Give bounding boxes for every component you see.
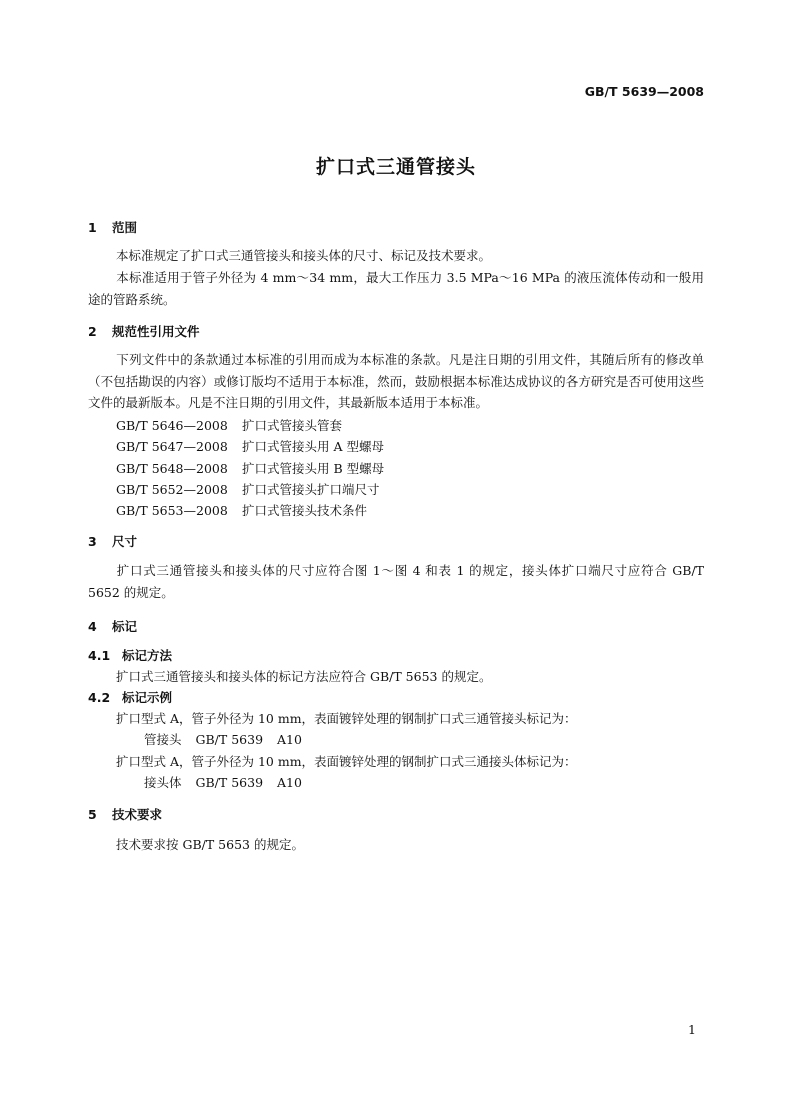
section-1-paragraph-1: 本标准规定了扩口式三通管接头和接头体的尺寸、标记及技术要求。 xyxy=(116,248,492,263)
section-3-heading xyxy=(88,532,137,550)
reference-item: GB/T 5652—2008 扩口式管接头扩口端尺寸 xyxy=(116,482,380,497)
subsection-4-1-paragraph: 扩口式三通管接头和接头体的标记方法应符合 GB/T 5653 的规定。 xyxy=(116,669,492,684)
section-title: 范围 xyxy=(112,220,138,235)
standard-code-header: GB/T 5639—2008 xyxy=(584,84,704,99)
section-number: 2 xyxy=(88,324,97,339)
section-title: 规范性引用文件 xyxy=(112,324,200,339)
section-5-paragraph-1: 技术要求按 GB/T 5653 的规定。 xyxy=(116,837,304,852)
reference-item: GB/T 5647—2008 扩口式管接头用 A 型螺母 xyxy=(116,439,384,454)
section-2-heading xyxy=(88,322,200,340)
section-number: 3 xyxy=(88,534,97,549)
page-title: 扩口式三通管接头 xyxy=(315,156,476,178)
section-number: 1 xyxy=(88,220,97,235)
reference-item: GB/T 5653—2008 扩口式管接头技术条件 xyxy=(116,503,368,518)
example-1-text: 扩口型式 A，管子外径为 10 mm，表面镀锌处理的钢制扩口式三通管接头标记为： xyxy=(116,711,577,726)
section-4-heading xyxy=(88,617,137,635)
section-number: 4 xyxy=(88,619,97,634)
section-number: 5 xyxy=(88,807,97,822)
section-3-paragraph-1: 扩口式三通管接头和接头体的尺寸应符合图 1～图 4 和表 1 的规定，接头体扩口端尺寸应符合 GB/T 5652 的规定。 xyxy=(88,563,704,600)
page-number: 1 xyxy=(688,1022,696,1037)
subsection-4-1-heading: 4.1 标记方法 xyxy=(88,648,173,663)
section-5-heading xyxy=(88,805,162,823)
section-title: 标记 xyxy=(112,619,138,634)
section-title: 尺寸 xyxy=(112,534,138,549)
example-2-text: 扩口型式 A，管子外径为 10 mm，表面镀锌处理的钢制扩口式三通接头体标记为： xyxy=(116,754,577,769)
section-title: 技术要求 xyxy=(112,807,163,822)
subsection-4-2-heading: 4.2 标记示例 xyxy=(88,690,173,705)
section-1-heading xyxy=(88,218,137,236)
example-1-mark: 管接头 GB/T 5639 A10 xyxy=(144,732,302,747)
reference-item: GB/T 5648—2008 扩口式管接头用 B 型螺母 xyxy=(116,461,385,476)
example-2-mark: 接头体 GB/T 5639 A10 xyxy=(144,775,302,790)
section-1-paragraph-2: 本标准适用于管子外径为 4 mm～34 mm，最大工作压力 3.5 MPa～16 MPa 的液压流体传动和一般用途的管路系统。 xyxy=(88,270,704,307)
reference-item: GB/T 5646—2008 扩口式管接头管套 xyxy=(116,418,343,433)
section-2-paragraph-1: 下列文件中的条款通过本标准的引用而成为本标准的条款。凡是注日期的引用文件，其随后所有的修改单（不包括勘误的内容）或修订版均不适用于本标准，然而，鼓励根据本标准达成协议的各方研究是否可使用这些文件的最新版本。凡是不注日期的引用文件，其最新版本适用于本标准。 xyxy=(88,352,704,410)
